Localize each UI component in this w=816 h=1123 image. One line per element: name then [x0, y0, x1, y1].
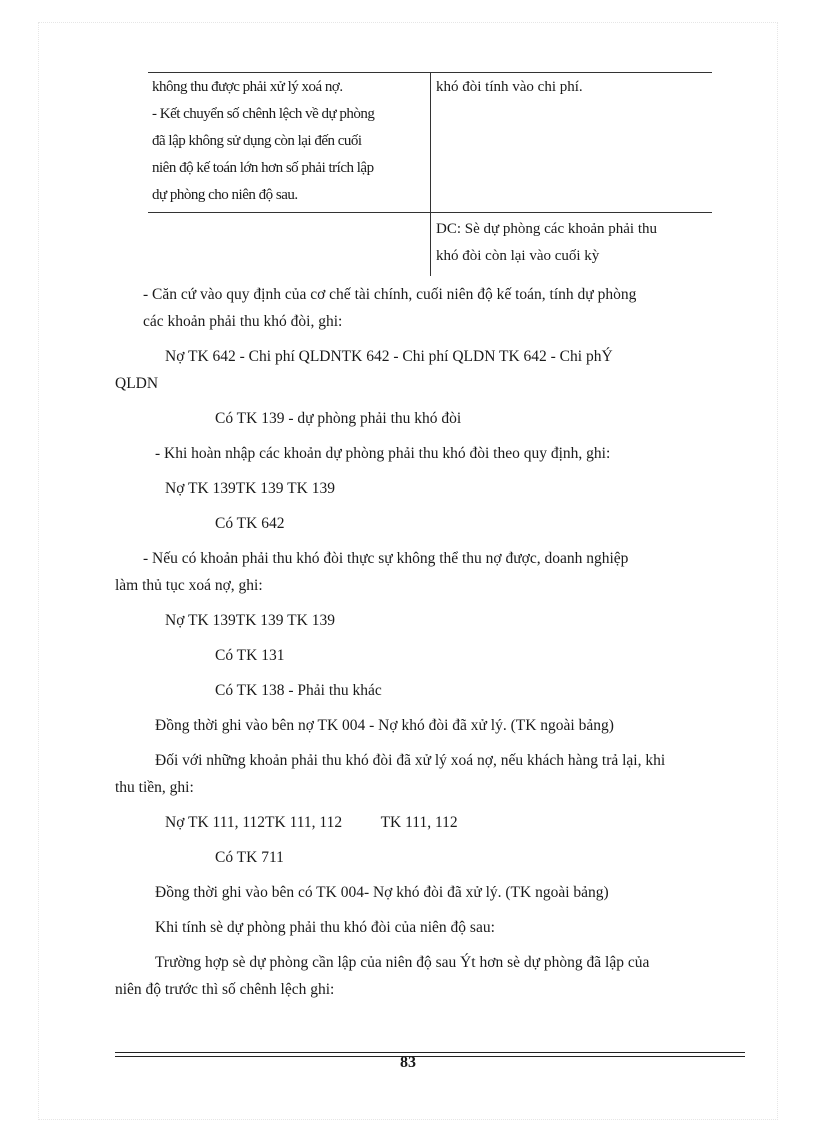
paragraph — [115, 747, 741, 801]
paragraph: Đồng thời ghi vào bên nợ TK 004 - Nợ khó đòi đã xử lý. (TK ngoài bảng) — [155, 717, 614, 734]
paragraph — [115, 281, 741, 335]
ledger-closing-balance — [436, 216, 708, 270]
paragraph-line: Đối với những khoản phải thu khó đòi đã xử lý xoá nợ, nếu khách hàng trả lại, khi — [155, 752, 666, 769]
entry-credit: Có TK 138 - Phải thu khác — [215, 682, 382, 699]
paragraph-line: niên độ trước thì số chênh lệch ghi: — [115, 981, 335, 998]
paragraph-line: các khoản phải thu khó đòi, ghi: — [143, 313, 343, 330]
page-number: 83 — [400, 1054, 416, 1071]
ledger-line: khó đòi còn lại vào cuối kỳ — [436, 248, 600, 264]
paragraph — [115, 949, 741, 1003]
paragraph: Đồng thời ghi vào bên có TK 004- Nợ khó đòi đã xử lý. (TK ngoài bảng) — [155, 884, 609, 901]
paragraph-line: - Căn cứ vào quy định của cơ chế tài chính, cuối niên độ kế toán, tính dự phòng — [143, 286, 637, 303]
paragraph — [115, 545, 741, 599]
entry-credit: Có TK 711 — [215, 849, 284, 866]
entry-debit: Nợ TK 139TK 139 TK 139 — [165, 480, 335, 497]
entry-credit: Có TK 139 - dự phòng phải thu khó đòi — [215, 410, 462, 427]
entry-credit: Có TK 131 — [215, 647, 285, 664]
ledger-line: DC: Sè dự phòng các khoản phải thu — [436, 221, 658, 237]
paragraph-line: Nợ TK 642 - Chi phí QLDNTK 642 - Chi phí QLDN TK 642 - Chi phÝ — [165, 348, 613, 365]
entry-debit: Nợ TK 139TK 139 TK 139 — [165, 612, 335, 629]
paragraph-line: thu tiền, ghi: — [115, 779, 194, 796]
paragraph: Khi tính sè dự phòng phải thu khó đòi của niên độ sau: — [155, 919, 495, 936]
paragraph-line: - Nếu có khoản phải thu khó đòi thực sự không thể thu nợ được, doanh nghiệp — [143, 550, 629, 567]
entry-debit: Nợ TK 111, 112TK 111, 112 TK 111, 112 — [165, 814, 458, 831]
entry-debit — [115, 343, 741, 397]
ledger-line: niên độ kế toán lớn hơn số phải trích lập — [152, 160, 374, 176]
ledger-credit-cell: khó đòi tính vào chi phí. — [436, 79, 583, 95]
paragraph-line: QLDN — [115, 375, 159, 392]
table-center-divider — [430, 72, 431, 276]
footer-rule — [115, 1052, 745, 1053]
t-account-table — [148, 72, 712, 276]
paragraph-line: làm thủ tục xoá nợ, ghi: — [115, 577, 263, 594]
ledger-line: dự phòng cho niên độ sau. — [152, 187, 298, 203]
ledger-line: không thu được phải xử lý xoá nợ. — [152, 79, 343, 95]
ledger-debit-cell — [152, 74, 424, 209]
paragraph-line: Trường hợp sè dự phòng cần lập của niên độ sau Ýt hơn sè dự phòng đã lập của — [155, 954, 650, 971]
paragraph: - Khi hoàn nhập các khoản dự phòng phải thu khó đòi theo quy định, ghi: — [155, 445, 611, 462]
ledger-line: đã lập không sử dụng còn lại đến cuối — [152, 133, 362, 149]
ledger-line: - Kết chuyển số chênh lệch về dự phòng — [152, 106, 375, 122]
entry-credit: Có TK 642 — [215, 515, 285, 532]
document-body — [115, 281, 741, 1011]
